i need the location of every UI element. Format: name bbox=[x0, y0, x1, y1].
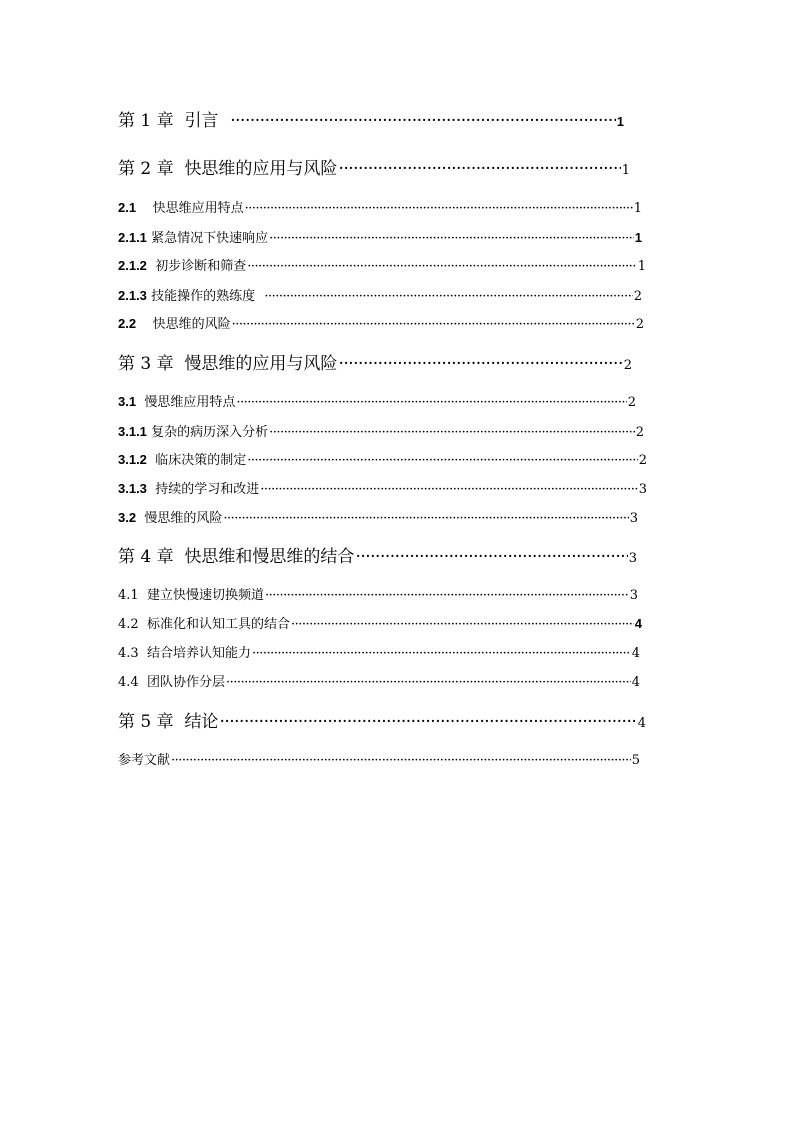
toc-section-title: 慢思维应用特点 bbox=[144, 395, 236, 410]
dot-leader bbox=[269, 231, 634, 246]
toc-entry-label bbox=[118, 106, 229, 131]
toc-page-number: 5 bbox=[631, 753, 640, 768]
toc-page-number: 3 bbox=[629, 588, 638, 603]
toc-chapter-number: 第 2 章 bbox=[118, 159, 174, 179]
toc-page-number: 2 bbox=[635, 425, 644, 440]
toc-section-number: 3.1.1 bbox=[118, 424, 147, 439]
toc-entry-label bbox=[118, 391, 235, 410]
toc-section-number: 2.1 bbox=[118, 200, 137, 215]
toc-entry-2-1-3[interactable] bbox=[118, 285, 642, 303]
toc-chapter-title: 慢思维的应用与风险 bbox=[184, 354, 338, 374]
toc-entry-2-2[interactable] bbox=[118, 313, 644, 331]
toc-entry-label bbox=[118, 285, 263, 304]
toc-section-number: 3.1.3 bbox=[118, 481, 147, 496]
toc-section-number: 2.1.1 bbox=[118, 230, 147, 245]
toc-section-title: 持续的学习和改进 bbox=[155, 482, 260, 497]
toc-section-number: 4.4 bbox=[118, 675, 139, 690]
toc-entry-3-1-3[interactable] bbox=[118, 478, 647, 496]
toc-chapter-number: 第 1 章 bbox=[118, 111, 174, 131]
toc-page-number: 4 bbox=[637, 716, 646, 731]
toc-entry-label bbox=[118, 749, 170, 768]
toc-section-title: 建立快慢速切换频道 bbox=[146, 588, 264, 603]
toc-page-number: 3 bbox=[638, 482, 647, 497]
toc-entry-chapter-3[interactable] bbox=[118, 349, 632, 373]
dot-leader bbox=[355, 547, 627, 567]
dot-leader bbox=[245, 201, 633, 216]
toc-section-title: 复杂的病历深入分析 bbox=[151, 425, 269, 440]
dot-leader bbox=[232, 317, 635, 332]
toc-page-number: 2 bbox=[627, 395, 636, 410]
toc-page-number: 2 bbox=[638, 453, 647, 468]
toc-entry-references[interactable] bbox=[118, 749, 640, 767]
toc-chapter-number: 第 4 章 bbox=[118, 547, 174, 567]
toc-section-title: 紧急情况下快速响应 bbox=[151, 231, 269, 246]
toc-page-number: 4 bbox=[634, 616, 642, 631]
dot-leader bbox=[226, 675, 631, 690]
toc-entry-2-1-2[interactable] bbox=[118, 255, 646, 273]
toc-entry-label bbox=[118, 478, 259, 497]
toc-section-title: 快思维应用特点 bbox=[152, 201, 244, 216]
toc-entry-label bbox=[118, 584, 264, 603]
toc-entry-chapter-2[interactable] bbox=[118, 154, 630, 178]
toc-entry-4-1[interactable] bbox=[118, 584, 638, 602]
toc-page-number: 2 bbox=[623, 358, 632, 373]
dot-leader bbox=[236, 395, 626, 410]
toc-section-number: 2.1.2 bbox=[118, 258, 147, 273]
dot-leader bbox=[264, 289, 632, 304]
toc-entry-3-1-1[interactable] bbox=[118, 421, 644, 439]
toc-entry-label bbox=[118, 671, 225, 690]
toc-entry-3-1-2[interactable] bbox=[118, 449, 647, 467]
toc-entry-label bbox=[118, 313, 231, 332]
toc-entry-4-4[interactable] bbox=[118, 671, 640, 689]
toc-entry-4-3[interactable] bbox=[118, 642, 640, 660]
toc-section-number: 3.1.2 bbox=[118, 452, 147, 467]
toc-chapter-number: 第 5 章 bbox=[118, 712, 174, 732]
toc-section-number: 4.2 bbox=[118, 617, 139, 632]
toc-section-number: 2.2 bbox=[118, 316, 137, 331]
toc-chapter-title: 快思维和慢思维的结合 bbox=[184, 547, 355, 567]
toc-chapter-title: 结论 bbox=[184, 712, 219, 732]
toc-entry-chapter-1[interactable] bbox=[118, 106, 624, 130]
toc-page-number: 1 bbox=[637, 259, 646, 274]
toc-section-title: 技能操作的熟练度 bbox=[151, 289, 256, 304]
dot-leader bbox=[291, 617, 634, 632]
dot-leader bbox=[171, 753, 631, 768]
dot-leader bbox=[338, 354, 622, 374]
dot-leader bbox=[269, 425, 635, 440]
dot-leader bbox=[265, 588, 629, 603]
toc-section-title: 慢思维的风险 bbox=[144, 511, 223, 526]
toc-entry-3-2[interactable] bbox=[118, 507, 638, 525]
toc-entry-4-2[interactable] bbox=[118, 613, 642, 631]
dot-leader bbox=[247, 453, 638, 468]
dot-leader bbox=[219, 712, 636, 732]
toc-chapter-title: 引言 bbox=[184, 111, 219, 131]
toc-entry-label bbox=[118, 154, 337, 179]
toc-page-number: 2 bbox=[633, 289, 642, 304]
toc-section-number: 2.1.3 bbox=[118, 288, 147, 303]
toc-entry-label bbox=[118, 227, 268, 246]
toc-entry-3-1[interactable] bbox=[118, 391, 636, 409]
toc-entry-label bbox=[118, 707, 218, 732]
dot-leader bbox=[252, 646, 631, 661]
toc-entry-label bbox=[118, 255, 246, 274]
toc-section-number: 3.2 bbox=[118, 510, 137, 525]
toc-entry-chapter-4[interactable] bbox=[118, 542, 637, 566]
toc-section-title: 临床决策的制定 bbox=[155, 453, 247, 468]
toc-page-number: 1 bbox=[634, 230, 642, 245]
toc-entry-label bbox=[118, 642, 251, 661]
toc-entry-chapter-5[interactable] bbox=[118, 707, 646, 731]
toc-entry-label bbox=[118, 542, 354, 567]
toc-chapter-title: 快思维的应用与风险 bbox=[184, 159, 338, 179]
dot-leader bbox=[260, 482, 638, 497]
toc-section-title: 标准化和认知工具的结合 bbox=[146, 617, 290, 632]
toc-section-title: 初步诊断和筛查 bbox=[155, 259, 247, 274]
toc-entry-2-1-1[interactable] bbox=[118, 227, 642, 245]
toc-entry-label bbox=[118, 613, 290, 632]
toc-page-number: 4 bbox=[631, 675, 640, 690]
toc-entry-label bbox=[118, 449, 246, 468]
toc-page-number: 2 bbox=[635, 317, 644, 332]
toc-page-number: 1 bbox=[633, 201, 642, 216]
toc-entry-label bbox=[118, 197, 244, 216]
dot-leader bbox=[338, 159, 620, 179]
toc-entry-label bbox=[118, 421, 268, 440]
toc-section-title: 团队协作分层 bbox=[146, 675, 225, 690]
toc-page-number: 1 bbox=[621, 163, 630, 178]
toc-page-number: 3 bbox=[629, 511, 638, 526]
toc-section-title: 快思维的风险 bbox=[152, 317, 231, 332]
toc-page-number: 3 bbox=[628, 551, 637, 566]
toc-section-number: 4.1 bbox=[118, 588, 139, 603]
toc-page-number: 1 bbox=[616, 114, 624, 129]
toc-entry-2-1[interactable] bbox=[118, 197, 642, 215]
toc-entry-label bbox=[118, 349, 337, 374]
toc-section-title: 结合培养认知能力 bbox=[146, 646, 251, 661]
toc-section-title: 参考文献 bbox=[118, 753, 171, 768]
toc-section-number: 4.3 bbox=[118, 646, 139, 661]
toc-chapter-number: 第 3 章 bbox=[118, 354, 174, 374]
toc-section-number: 3.1 bbox=[118, 394, 137, 409]
dot-leader bbox=[230, 111, 616, 131]
toc-page-number: 4 bbox=[631, 646, 640, 661]
dot-leader bbox=[247, 259, 637, 274]
dot-leader bbox=[223, 511, 628, 526]
toc-entry-label bbox=[118, 507, 222, 526]
